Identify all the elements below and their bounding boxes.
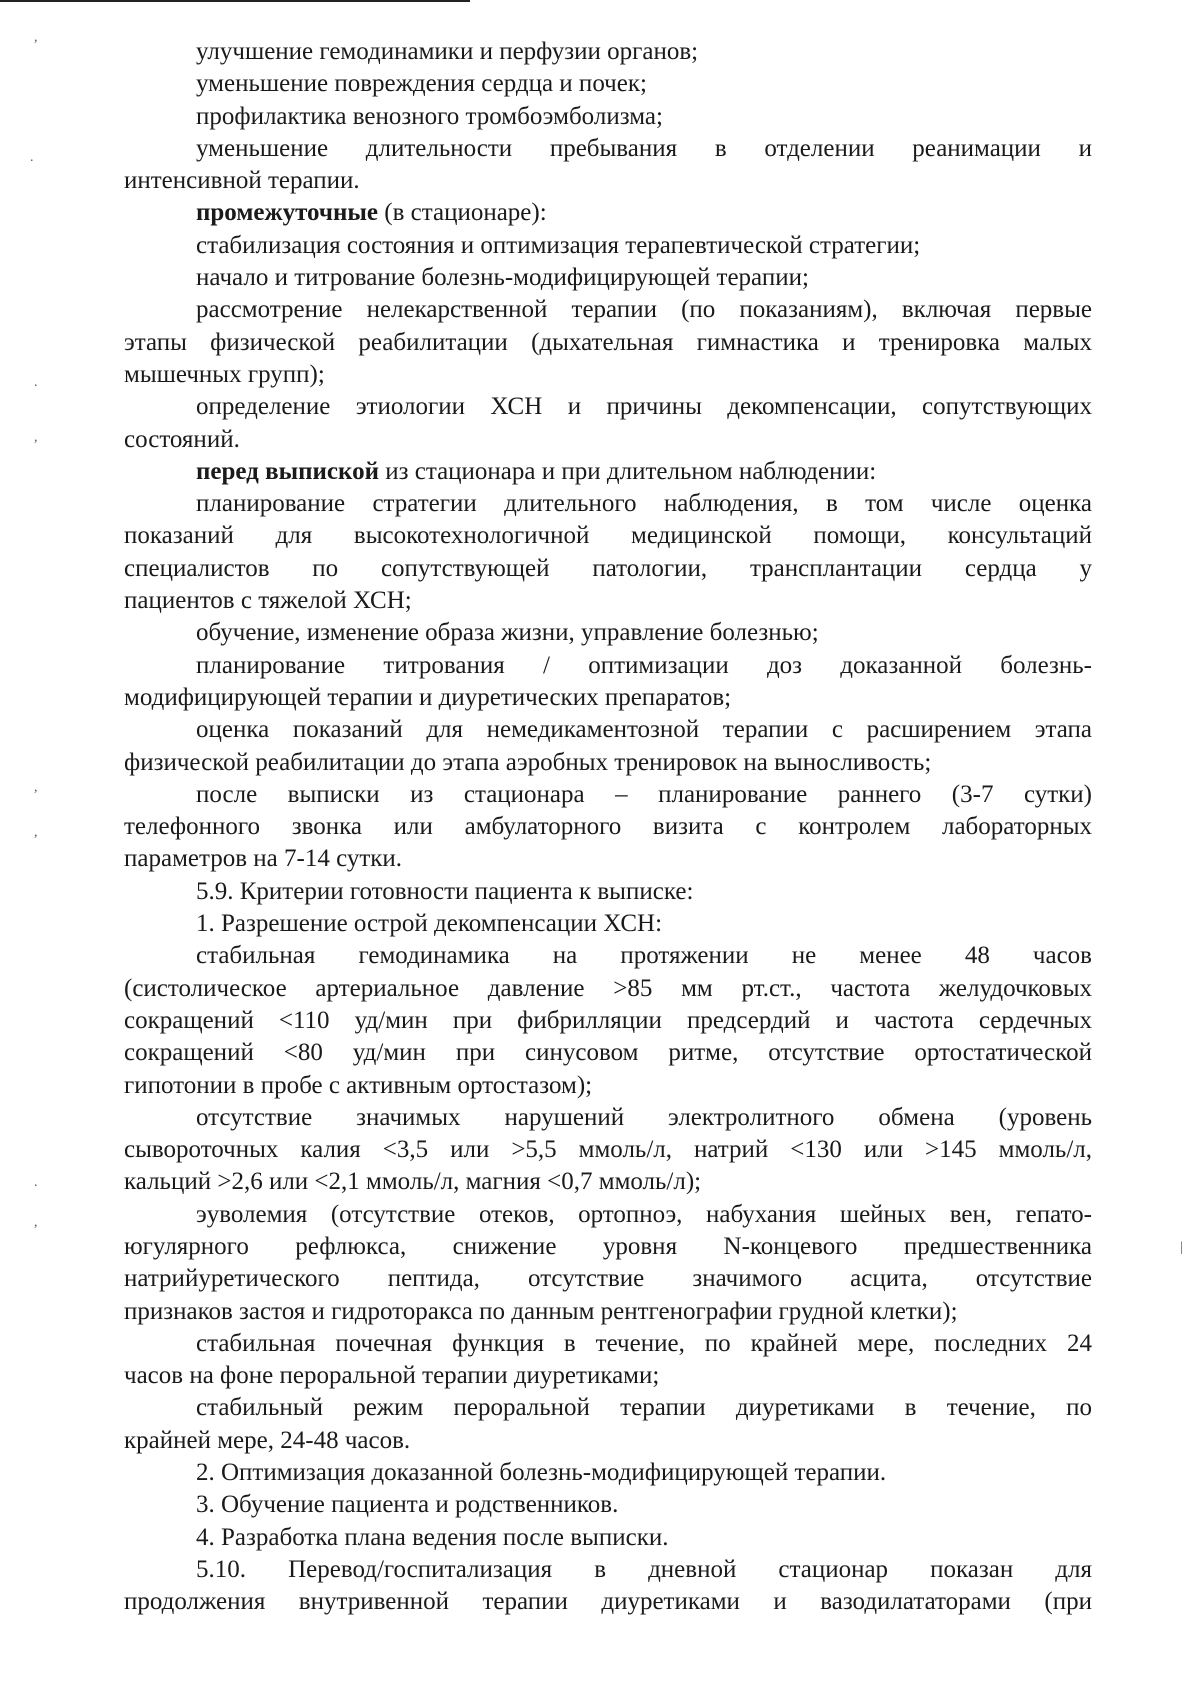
- text-line: [124, 262, 1092, 294]
- text-line: [124, 779, 1092, 811]
- text-line: [124, 585, 1092, 617]
- text-line: [124, 230, 1092, 262]
- text-line: [124, 1263, 1092, 1295]
- text-line: [124, 197, 1092, 229]
- line-text: 5.10. Перевод/госпитализация в дневной стационар показан для: [196, 1555, 1092, 1583]
- text-line: [124, 133, 1092, 165]
- line-text: этапы физической реабилитации (дыхательная гимнастика и тренировка малых: [124, 328, 1092, 356]
- scan-mark: ,: [34, 1215, 38, 1230]
- line-text: уменьшение длительности пребывания в отделении реанимации и: [196, 134, 1092, 162]
- line-text: 4. Разработка плана ведения после выписки.: [196, 1523, 669, 1551]
- line-text: сывороточных калия <3,5 или >5,5 ммоль/л, натрий <130 или >145 ммоль/л,: [124, 1136, 1092, 1164]
- text-line: [124, 1489, 1092, 1521]
- text-line: [124, 650, 1092, 682]
- text-line: [124, 682, 1092, 714]
- text-line: [124, 1522, 1092, 1554]
- line-text: 1. Разрешение острой декомпенсации ХСН:: [196, 910, 663, 938]
- line-text: эуволемия (отсутствие отеков, ортопноэ, набухания шейных вен, гепато-: [196, 1200, 1092, 1228]
- line-text: телефонного звонка или амбулаторного визита с контролем лабораторных: [124, 813, 1092, 841]
- scan-mark: ,: [34, 780, 38, 795]
- line-text: профилактика венозного тромбоэмболизма;: [196, 102, 663, 130]
- text-line: [124, 940, 1092, 972]
- text-line: [124, 359, 1092, 391]
- text-line: [124, 520, 1092, 552]
- text-line: [124, 294, 1092, 326]
- line-text: признаков застоя и гидроторакса по данным рентгенографии грудной клетки);: [124, 1297, 958, 1325]
- line-text: (систолическое артериальное давление >85 мм рт.ст., частота желудочковых: [124, 974, 1092, 1002]
- text-line: [124, 553, 1092, 585]
- text-line: [124, 617, 1092, 649]
- line-text: уменьшение повреждения сердца и почек;: [196, 70, 647, 98]
- text-line: [124, 1328, 1092, 1360]
- text-line: [124, 1457, 1092, 1489]
- scan-mark: ,: [34, 825, 38, 840]
- line-text: югулярного рефлюкса, снижение уровня N-концевого предшественника: [124, 1232, 1092, 1260]
- text-line: [124, 1134, 1092, 1166]
- line-text: интенсивной терапии.: [124, 167, 360, 195]
- line-text: стабильная гемодинамика на протяжении не менее 48 часов: [196, 942, 1092, 970]
- line-text: стабилизация состояния и оптимизация терапевтической стратегии;: [196, 231, 921, 259]
- scan-mark: .: [34, 1175, 38, 1190]
- line-text: отсутствие значимых нарушений электролитного обмена (уровень: [196, 1103, 1092, 1131]
- text-line: [124, 1199, 1092, 1231]
- line-text: 5.9. Критерии готовности пациента к выписке:: [196, 877, 694, 905]
- text-line: [124, 424, 1092, 456]
- scan-mark: ,: [34, 30, 38, 45]
- scan-mark: .: [34, 375, 38, 390]
- text-line: [124, 391, 1092, 423]
- line-text: 3. Обучение пациента и родственников.: [196, 1491, 619, 1519]
- line-text: 2. Оптимизация доказанной болезнь-модифицирующей терапии.: [196, 1459, 887, 1487]
- scan-mark: ,: [34, 430, 38, 445]
- text-line: [124, 1005, 1092, 1037]
- line-text: после выписки из стационара – планирование раннего (3-7 сутки): [196, 780, 1092, 808]
- text-line: [124, 1070, 1092, 1102]
- line-text: мышечных групп);: [124, 360, 325, 388]
- text-line: [124, 876, 1092, 908]
- line-text: стабильная почечная функция в течение, по крайней мере, последних 24: [196, 1329, 1092, 1357]
- text-line: [124, 1392, 1092, 1424]
- text-line: [124, 1554, 1092, 1586]
- line-text: гипотонии в пробе с активным ортостазом);: [124, 1071, 593, 1099]
- line-text: планирование стратегии длительного наблюдения, в том числе оценка: [196, 490, 1092, 518]
- line-text: оценка показаний для немедикаментозной терапии с расширением этапа: [196, 716, 1092, 744]
- text-line: [124, 714, 1092, 746]
- text-line: [124, 1586, 1092, 1618]
- text-line: [124, 1102, 1092, 1134]
- line-text: физической реабилитации до этапа аэробных тренировок на выносливость;: [124, 748, 932, 776]
- line-text: улучшение гемодинамики и перфузии органов;: [196, 38, 699, 65]
- line-text: часов на фоне пероральной терапии диуретиками;: [124, 1362, 660, 1390]
- bold-heading: промежуточные: [196, 199, 379, 227]
- text-line: [124, 1425, 1092, 1457]
- line-text: крайней мере, 24-48 часов.: [124, 1426, 411, 1454]
- text-line: [124, 456, 1092, 488]
- line-text: показаний для высокотехнологичной медицинской помощи, консультаций: [124, 522, 1092, 550]
- text-line: [124, 1360, 1092, 1392]
- text-line: [124, 1231, 1092, 1263]
- line-text: (в стационаре):: [378, 199, 547, 227]
- line-text: стабильный режим пероральной терапии диуретиками в течение, по: [196, 1394, 1092, 1422]
- line-text: состояний.: [124, 425, 240, 453]
- line-text: модифицирующей терапии и диуретических препаратов;: [124, 683, 732, 711]
- line-text: начало и титрование болезнь-модифицирующей терапии;: [196, 264, 809, 292]
- scan-mark: |: [1180, 1240, 1183, 1255]
- document-body: [124, 36, 1092, 1619]
- line-text: пациентов с тяжелой ХСН;: [124, 587, 412, 615]
- text-line: [124, 1296, 1092, 1328]
- scan-mark: .: [30, 150, 34, 165]
- top-border-line: [0, 0, 470, 2]
- line-text: параметров на 7-14 сутки.: [124, 845, 403, 873]
- text-line: [124, 36, 1092, 68]
- text-line: [124, 1037, 1092, 1069]
- line-text: сокращений <80 уд/мин при синусовом ритме, отсутствие ортостатической: [124, 1039, 1092, 1067]
- line-text: натрийуретического пептида, отсутствие значимого асцита, отсутствие: [124, 1265, 1092, 1293]
- line-text: кальций >2,6 или <2,1 ммоль/л, магния <0,7 ммоль/л);: [124, 1168, 702, 1196]
- text-line: [124, 908, 1092, 940]
- text-line: [124, 1166, 1092, 1198]
- bold-heading: перед выпиской: [196, 457, 379, 485]
- text-line: [124, 327, 1092, 359]
- line-text: рассмотрение нелекарственной терапии (по показаниям), включая первые: [196, 296, 1092, 324]
- text-line: [124, 973, 1092, 1005]
- text-line: [124, 747, 1092, 779]
- line-text: определение этиологии ХСН и причины декомпенсации, сопутствующих: [196, 393, 1092, 421]
- text-line: [124, 843, 1092, 875]
- line-text: планирование титрования / оптимизации доз доказанной болезнь-: [196, 651, 1092, 679]
- text-line: [124, 101, 1092, 133]
- text-line: [124, 488, 1092, 520]
- line-text: из стационара и при длительном наблюдении:: [378, 457, 877, 485]
- line-text: обучение, изменение образа жизни, управление болезнью;: [196, 619, 819, 647]
- text-line: [124, 68, 1092, 100]
- line-text: специалистов по сопутствующей патологии, трансплантации сердца у: [124, 554, 1092, 582]
- text-line: [124, 811, 1092, 843]
- text-line: [124, 165, 1092, 197]
- line-text: продолжения внутривенной терапии диуретиками и вазодилататорами (при: [124, 1588, 1092, 1616]
- line-text: сокращений <110 уд/мин при фибрилляции предсердий и частота сердечных: [124, 1006, 1092, 1034]
